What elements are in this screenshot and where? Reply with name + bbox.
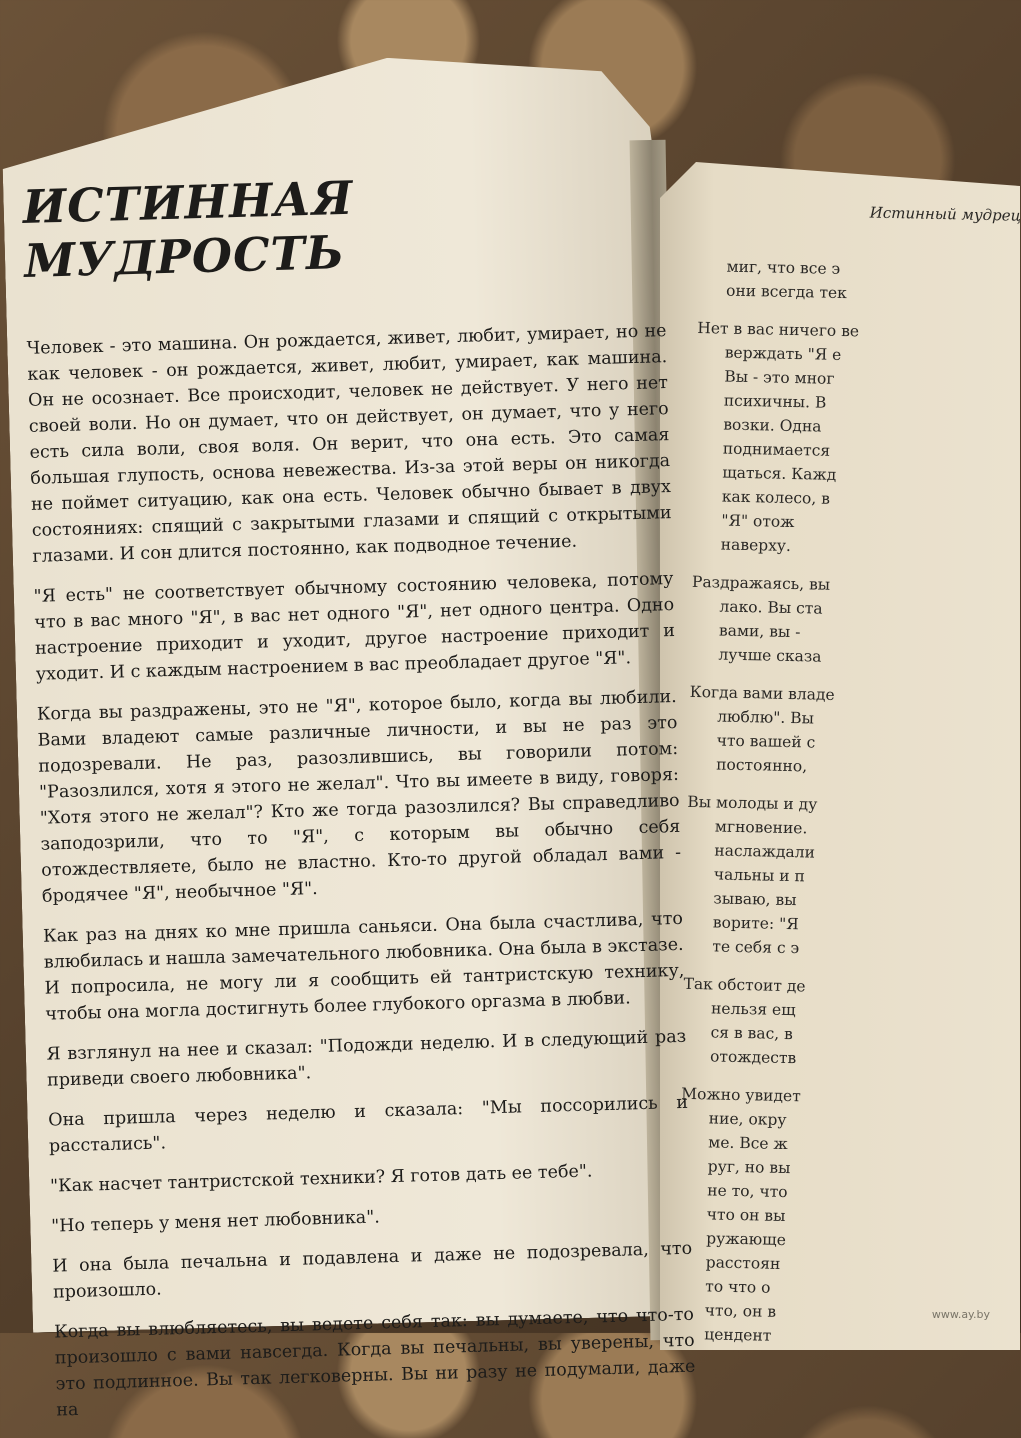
- text-line: цендент: [704, 1325, 772, 1345]
- paragraph: "Я есть" не соответствует обычному состоянию человека, потому что в вас много "Я", в вас нет одного "Я", нет одного центра. Одно настроение приходит и уходит, другое настроение приходит и уходит. И с каждым настроением в вас преобладает другое "Я".: [33, 568, 676, 685]
- paragraph: "Но теперь у меня нет любовника".: [50, 1207, 381, 1237]
- text-line: наслаждали: [714, 841, 816, 862]
- text-line: психичны. В: [723, 391, 827, 412]
- left-page-content: [22, 162, 697, 1437]
- text-line: лако. Вы ста: [719, 597, 823, 618]
- text-line: Так обстоит де: [683, 974, 806, 996]
- chapter-title: ИСТИННАЯ МУДРОСТЬ: [22, 170, 355, 288]
- paragraph: Она пришла через неделю и сказала: "Мы поссорились и расстались".: [47, 1092, 689, 1157]
- text-line: наверху.: [720, 535, 792, 555]
- text-line: Когда вами владе: [689, 682, 835, 704]
- text-line: ворите: "Я: [712, 913, 799, 934]
- text-line: зываю, вы: [713, 889, 797, 910]
- text-line: они всегда тек: [725, 281, 848, 303]
- text-line: поднимается: [722, 439, 831, 460]
- paragraph: Я взглянул на нее и сказал: "Подожди неделю. И в следующий раз приведи своего любовника".: [46, 1026, 687, 1091]
- text-line: что вашей с: [716, 731, 816, 752]
- paragraph: Когда вы влюбляетесь, вы ведете себя так: вы думаете, что что-то произошло с вами навсегда. Когда вы печальны, вы уверены, что это подлинное. Вы так легковерны. Вы ни разу не подумали, даже на: [53, 1304, 696, 1421]
- text-line: верждать "Я е: [724, 343, 842, 364]
- text-line: Раздражаясь, вы: [691, 572, 831, 594]
- text-line: те себя с э: [712, 937, 800, 958]
- watermark: www.ay.by: [931, 1308, 990, 1321]
- text-line: не то, что: [707, 1181, 788, 1202]
- right-page-content: [676, 200, 1021, 1352]
- text-line: Можно увидет: [681, 1084, 801, 1106]
- paragraph: Человек - это машина. Он рождается, живет, любит, умирает, но не как человек - он рождается, живет, любит, умирает, как машина. Он не осознает. Все происходит, человек не действует. У него нет своей воли. Но он думает, что он действует, он думает, что у него есть сила воли, своя воля. Он верит, что она есть. Это самая большая глупость, основа невежества. Из-за этой веры он никогда не поймет ситуацию, как она есть. Человек обычно бывает в двух состояниях: спящий с закрытыми глазами и спящий с открытыми глазами. И сон длится постоянно, как подводное течение.: [26, 321, 672, 567]
- text-line: возки. Одна: [723, 415, 822, 436]
- text-line: мгновение.: [714, 817, 808, 838]
- text-line: отождеств: [709, 1047, 797, 1068]
- text-line: то что о: [705, 1277, 771, 1297]
- paragraph: Как раз на днях ко мне пришла саньяси. Она была счастлива, что влюбилась и нашла замечательного любовника. Она была в экстазе. И попросила, не могу ли я сообщить ей тантристскую технику, чтобы она могла достигнуть более глубокого оргазма в любви.: [42, 908, 685, 1025]
- text-line: чальны и п: [713, 865, 806, 886]
- paragraph: И она была печальна и подавлена и даже не подозревала, что произошло.: [52, 1238, 693, 1303]
- text-line: Вы молоды и ду: [687, 792, 818, 814]
- paragraph: Когда вы раздражены, это не "Я", которое было, когда вы любили. Вами владеют самые различные личности, и вы не раз это подозревали. Не раз, разозлившись, вы говорили потом: "Разозлился, хотя я этого не желал". Что вы имеете в виду, говоря: "Хотя этого не желал"? Кто же тогда разозлился? Вы справедливо заподозрили, что то "Я", с которым вы обычно себя отождествляете, было не властно. Кто-то другой обладал вами - бродячее "Я", необычное "Я".: [36, 686, 682, 907]
- text-line: миг, что все э: [726, 257, 841, 278]
- text-line: ме. Все ж: [708, 1133, 788, 1154]
- text-line: ся в вас, в: [710, 1023, 794, 1044]
- text-line: что он вы: [706, 1205, 786, 1226]
- right-lines: [676, 254, 999, 1352]
- text-line: вами, вы -: [718, 621, 801, 642]
- text-line: как колесо, в: [721, 487, 831, 508]
- text-line: люблю". Вы: [716, 707, 815, 728]
- left-paragraphs: [26, 318, 696, 1423]
- text-line: руг, но вы: [707, 1157, 791, 1178]
- text-line: постоянно,: [715, 755, 808, 776]
- text-line: Нет в вас ничего ве: [697, 318, 860, 341]
- text-line: нельзя ещ: [710, 999, 796, 1020]
- text-line: "Я" отож: [721, 511, 795, 532]
- paragraph: "Как насчет тантристской техники? Я готов дать ее тебе".: [49, 1161, 593, 1197]
- text-line: ние, окру: [708, 1109, 787, 1130]
- text-line: расстоян: [705, 1253, 781, 1273]
- text-line: Вы - это мног: [724, 367, 835, 388]
- running-header: Истинный мудрец: [869, 203, 1021, 225]
- text-line: щаться. Кажд: [722, 463, 837, 484]
- text-line: что, он в: [704, 1301, 777, 1321]
- text-line: лучше сказа: [718, 645, 822, 666]
- text-line: ружающе: [706, 1229, 787, 1250]
